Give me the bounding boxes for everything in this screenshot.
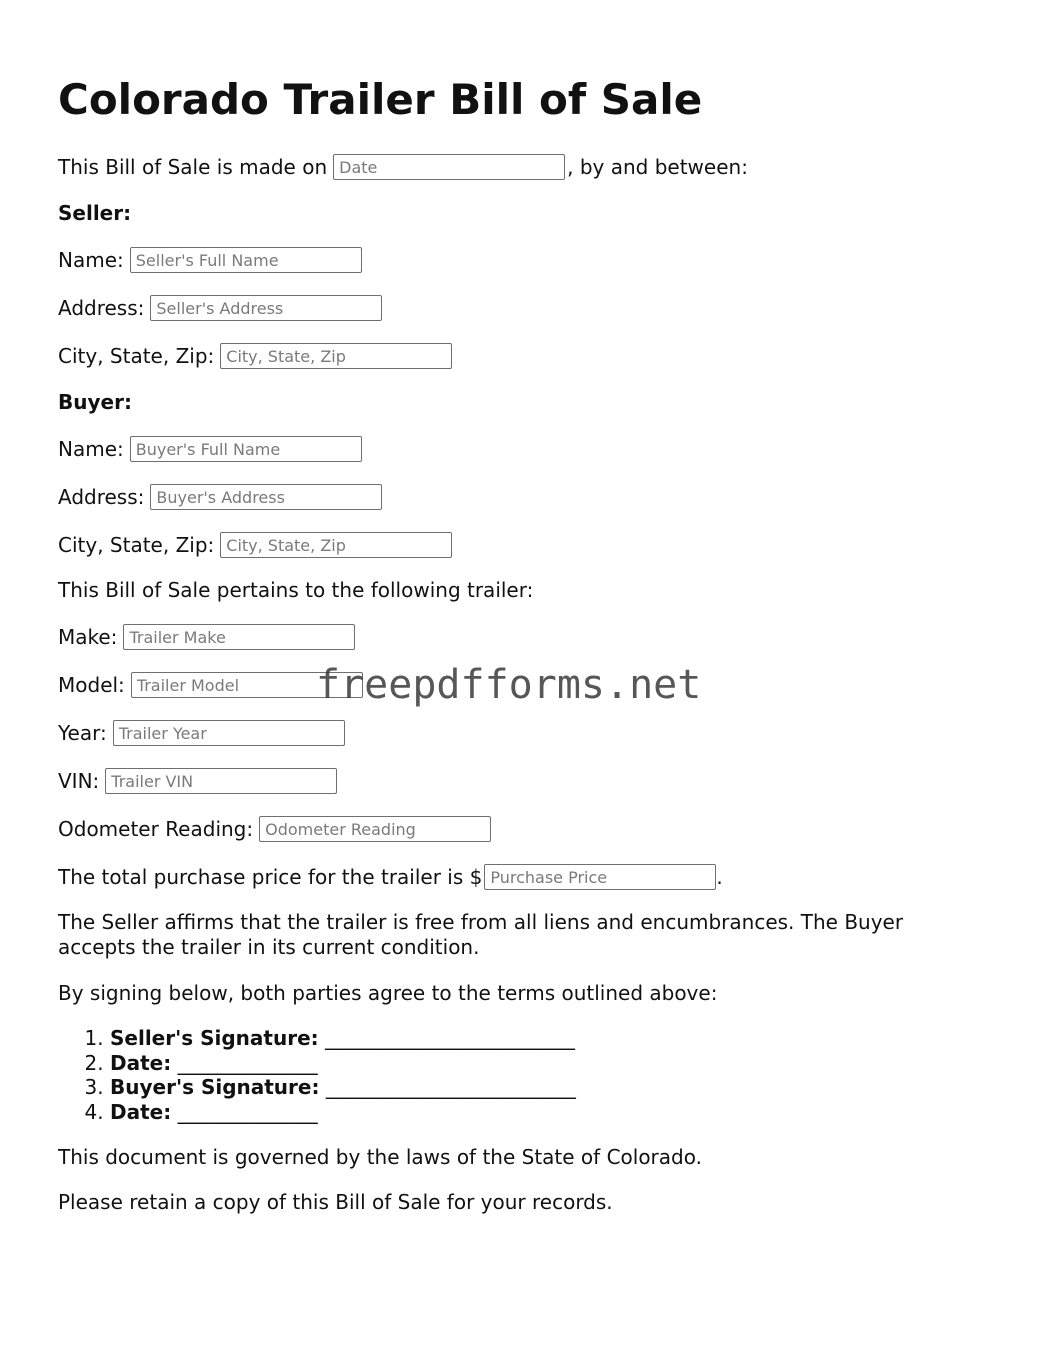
trailer-vin-input[interactable] bbox=[105, 768, 337, 794]
purchase-price-row bbox=[58, 864, 723, 890]
seller-signature-label: Seller's Signature: bbox=[110, 1026, 319, 1050]
buyer-date-label: Date: bbox=[110, 1099, 172, 1124]
trailer-vin-row bbox=[58, 768, 337, 794]
seller-address-input[interactable] bbox=[150, 295, 382, 321]
list-item bbox=[110, 1100, 576, 1125]
seller-signature-line: _________________________ bbox=[325, 1026, 575, 1050]
seller-city-input[interactable] bbox=[220, 343, 452, 369]
buyer-signature-label: Buyer's Signature: bbox=[110, 1075, 320, 1099]
watermark-text: freepdfforms.net bbox=[316, 662, 702, 708]
purchase-price-period: . bbox=[716, 865, 723, 889]
buyer-name-input[interactable] bbox=[130, 436, 362, 462]
agreement-paragraph: By signing below, both parties agree to the terms outlined above: bbox=[58, 981, 718, 1005]
buyer-address-row bbox=[58, 484, 382, 510]
trailer-odometer-label: Odometer Reading: bbox=[58, 817, 254, 841]
trailer-make-input[interactable] bbox=[123, 624, 355, 650]
buyer-signature-line: _________________________ bbox=[325, 1075, 576, 1099]
buyer-heading: Buyer: bbox=[58, 390, 132, 414]
seller-date-line: ______________ bbox=[177, 1050, 318, 1075]
buyer-address-input[interactable] bbox=[150, 484, 382, 510]
trailer-year-row bbox=[58, 720, 345, 746]
trailer-make-row bbox=[58, 624, 355, 650]
buyer-date-line: ______________ bbox=[177, 1099, 318, 1124]
trailer-odometer-input[interactable] bbox=[259, 816, 491, 842]
seller-address-row bbox=[58, 295, 382, 321]
list-item bbox=[110, 1075, 576, 1100]
affirmation-paragraph: The Seller affirms that the trailer is free from all liens and encumbrances. The Buyer accepts the trailer in its current condition. bbox=[58, 910, 904, 959]
buyer-city-input[interactable] bbox=[220, 532, 452, 558]
seller-name-row bbox=[58, 247, 362, 273]
trailer-vin-label: VIN: bbox=[58, 769, 100, 793]
trailer-odometer-row bbox=[58, 816, 491, 842]
list-item bbox=[110, 1051, 576, 1076]
purchase-price-text: The total purchase price for the trailer is $ bbox=[58, 865, 483, 889]
trailer-year-label: Year: bbox=[58, 721, 107, 745]
date-input[interactable] bbox=[333, 154, 565, 180]
seller-name-input[interactable] bbox=[130, 247, 362, 273]
seller-heading: Seller: bbox=[58, 201, 132, 225]
buyer-city-row bbox=[58, 532, 452, 558]
intro-after-text: , by and between: bbox=[567, 155, 748, 179]
trailer-year-input[interactable] bbox=[113, 720, 345, 746]
buyer-name-label: Name: bbox=[58, 437, 124, 461]
intro-line bbox=[58, 154, 748, 180]
seller-city-label: City, State, Zip: bbox=[58, 344, 215, 368]
purchase-price-input[interactable] bbox=[484, 864, 716, 890]
seller-name-label: Name: bbox=[58, 248, 124, 272]
trailer-intro: This Bill of Sale pertains to the following trailer: bbox=[58, 578, 534, 602]
seller-date-label: Date: bbox=[110, 1050, 172, 1075]
seller-address-label: Address: bbox=[58, 296, 145, 320]
page-title: Colorado Trailer Bill of Sale bbox=[58, 75, 703, 124]
buyer-city-label: City, State, Zip: bbox=[58, 533, 215, 557]
seller-city-row bbox=[58, 343, 452, 369]
buyer-address-label: Address: bbox=[58, 485, 145, 509]
retain-note-paragraph: Please retain a copy of this Bill of Sale for your records. bbox=[58, 1190, 613, 1214]
intro-text: This Bill of Sale is made on bbox=[58, 155, 328, 179]
buyer-name-row bbox=[58, 436, 362, 462]
list-item bbox=[110, 1026, 576, 1051]
signature-list bbox=[58, 1026, 576, 1124]
trailer-make-label: Make: bbox=[58, 625, 118, 649]
governing-law-paragraph: This document is governed by the laws of the State of Colorado. bbox=[58, 1145, 702, 1169]
trailer-model-label: Model: bbox=[58, 673, 125, 697]
